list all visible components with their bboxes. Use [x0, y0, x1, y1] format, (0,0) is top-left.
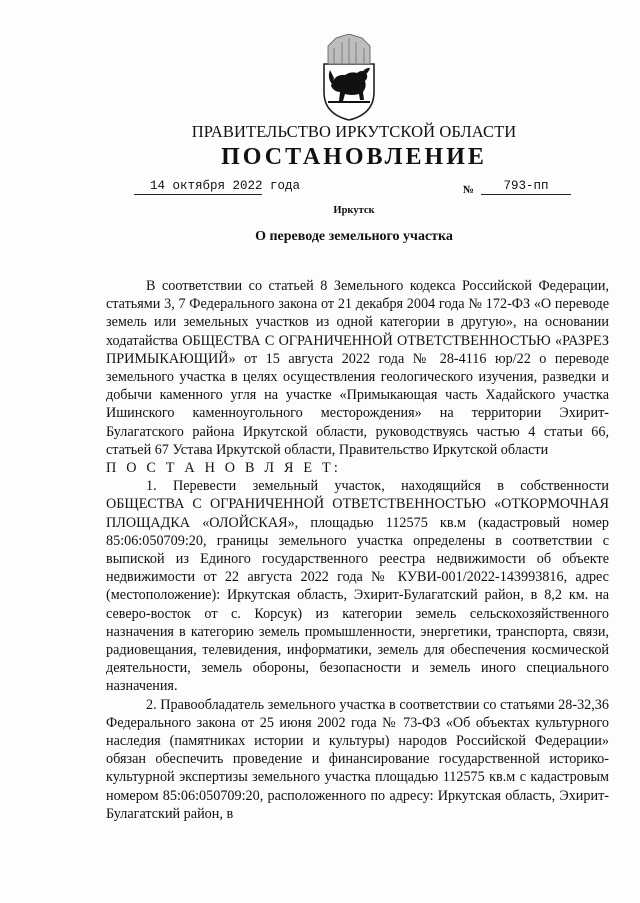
document-title: О переводе земельного участка [255, 229, 453, 244]
irkutsk-coat-of-arms-icon [318, 34, 380, 122]
point-1-paragraph: 1. Перевести земельный участок, находящийся в собственности ОБЩЕСТВА С ОГРАНИЧЕННОЙ ОТВЕТСТВЕННОСТЬЮ «ОТКОРМОЧНАЯ ПЛОЩАДКА «ОЛОЙСКАЯ», площадью 112575 кв.м (кадастровый номер 85:06:050709:20, границы земельного участка определены в соответствии с выпиской из Единого государственного реестра недвижимости об объекте недвижимости от 22 августа 2022 года № КУВИ-001/2022-143993816, адрес (местоположение): Иркутская область, Эхирит-Булагатский район, в 8,2 км. на северо-восток от с. Корсук) из категории земель сельскохозяйственного назначения в категорию земель промышленности, энергетики, транспорта, связи, радиовещания, телевидения, информатики, земель для обеспечения космической деятельности, земель обороны, безопасности и земель иного специального назначения. [106, 478, 609, 695]
point-2-paragraph: 2. Правообладатель земельного участка в соответствии со статьями 28-32,36 Федерального закона от 25 июня 2002 года № 73-ФЗ «Об объектах культурного наследия (памятниках истории и культуры) народов Российской Федерации» обязан обеспечить проведение и финансирование государственной историко-культурной экспертизы земельного участка площадью 112575 кв.м с кадастровым номером 85:06:050709:20, расположенного по адресу: Иркутская область, Эхирит-Булагатский район, в [106, 696, 609, 822]
document-body [106, 277, 609, 823]
city: Иркутск [333, 205, 375, 216]
number-label: № [463, 184, 475, 196]
document-date: 14 октября 2022 года [134, 178, 262, 195]
preamble-paragraph: В соответствии со статьей 8 Земельного кодекса Российской Федерации, статьями 3, 7 Федерального закона от 21 декабря 2004 года № 172-ФЗ «О переводе земель или земельных участков из одной категории в другую», на основании ходатайства ОБЩЕСТВА С ОГРАНИЧЕННОЙ ОТВЕТСТВЕННОСТЬЮ «РАЗРЕЗ ПРИМЫКАЮЩИЙ» от 15 августа 2022 года № 28-4116 юр/22 о переводе земельного участка в целях осуществления геологического изучения, разведки и добычи каменного угля на участке «Примыкающая часть Хадайского участка Ишинского каменноугольного месторождения» на территории Эхирит-Булагатского района Иркутской области, руководствуясь частью 4 статьи 66, статьей 67 Устава Иркутской области, Правительство Иркутской области [106, 278, 609, 458]
document-number: 793-пп [481, 178, 571, 195]
document-type: ПОСТАНОВЛЕНИЕ [221, 144, 487, 170]
decree-word: П О С Т А Н О В Л Я Е Т: [106, 460, 341, 477]
government-name: ПРАВИТЕЛЬСТВО ИРКУТСКОЙ ОБЛАСТИ [191, 122, 517, 141]
